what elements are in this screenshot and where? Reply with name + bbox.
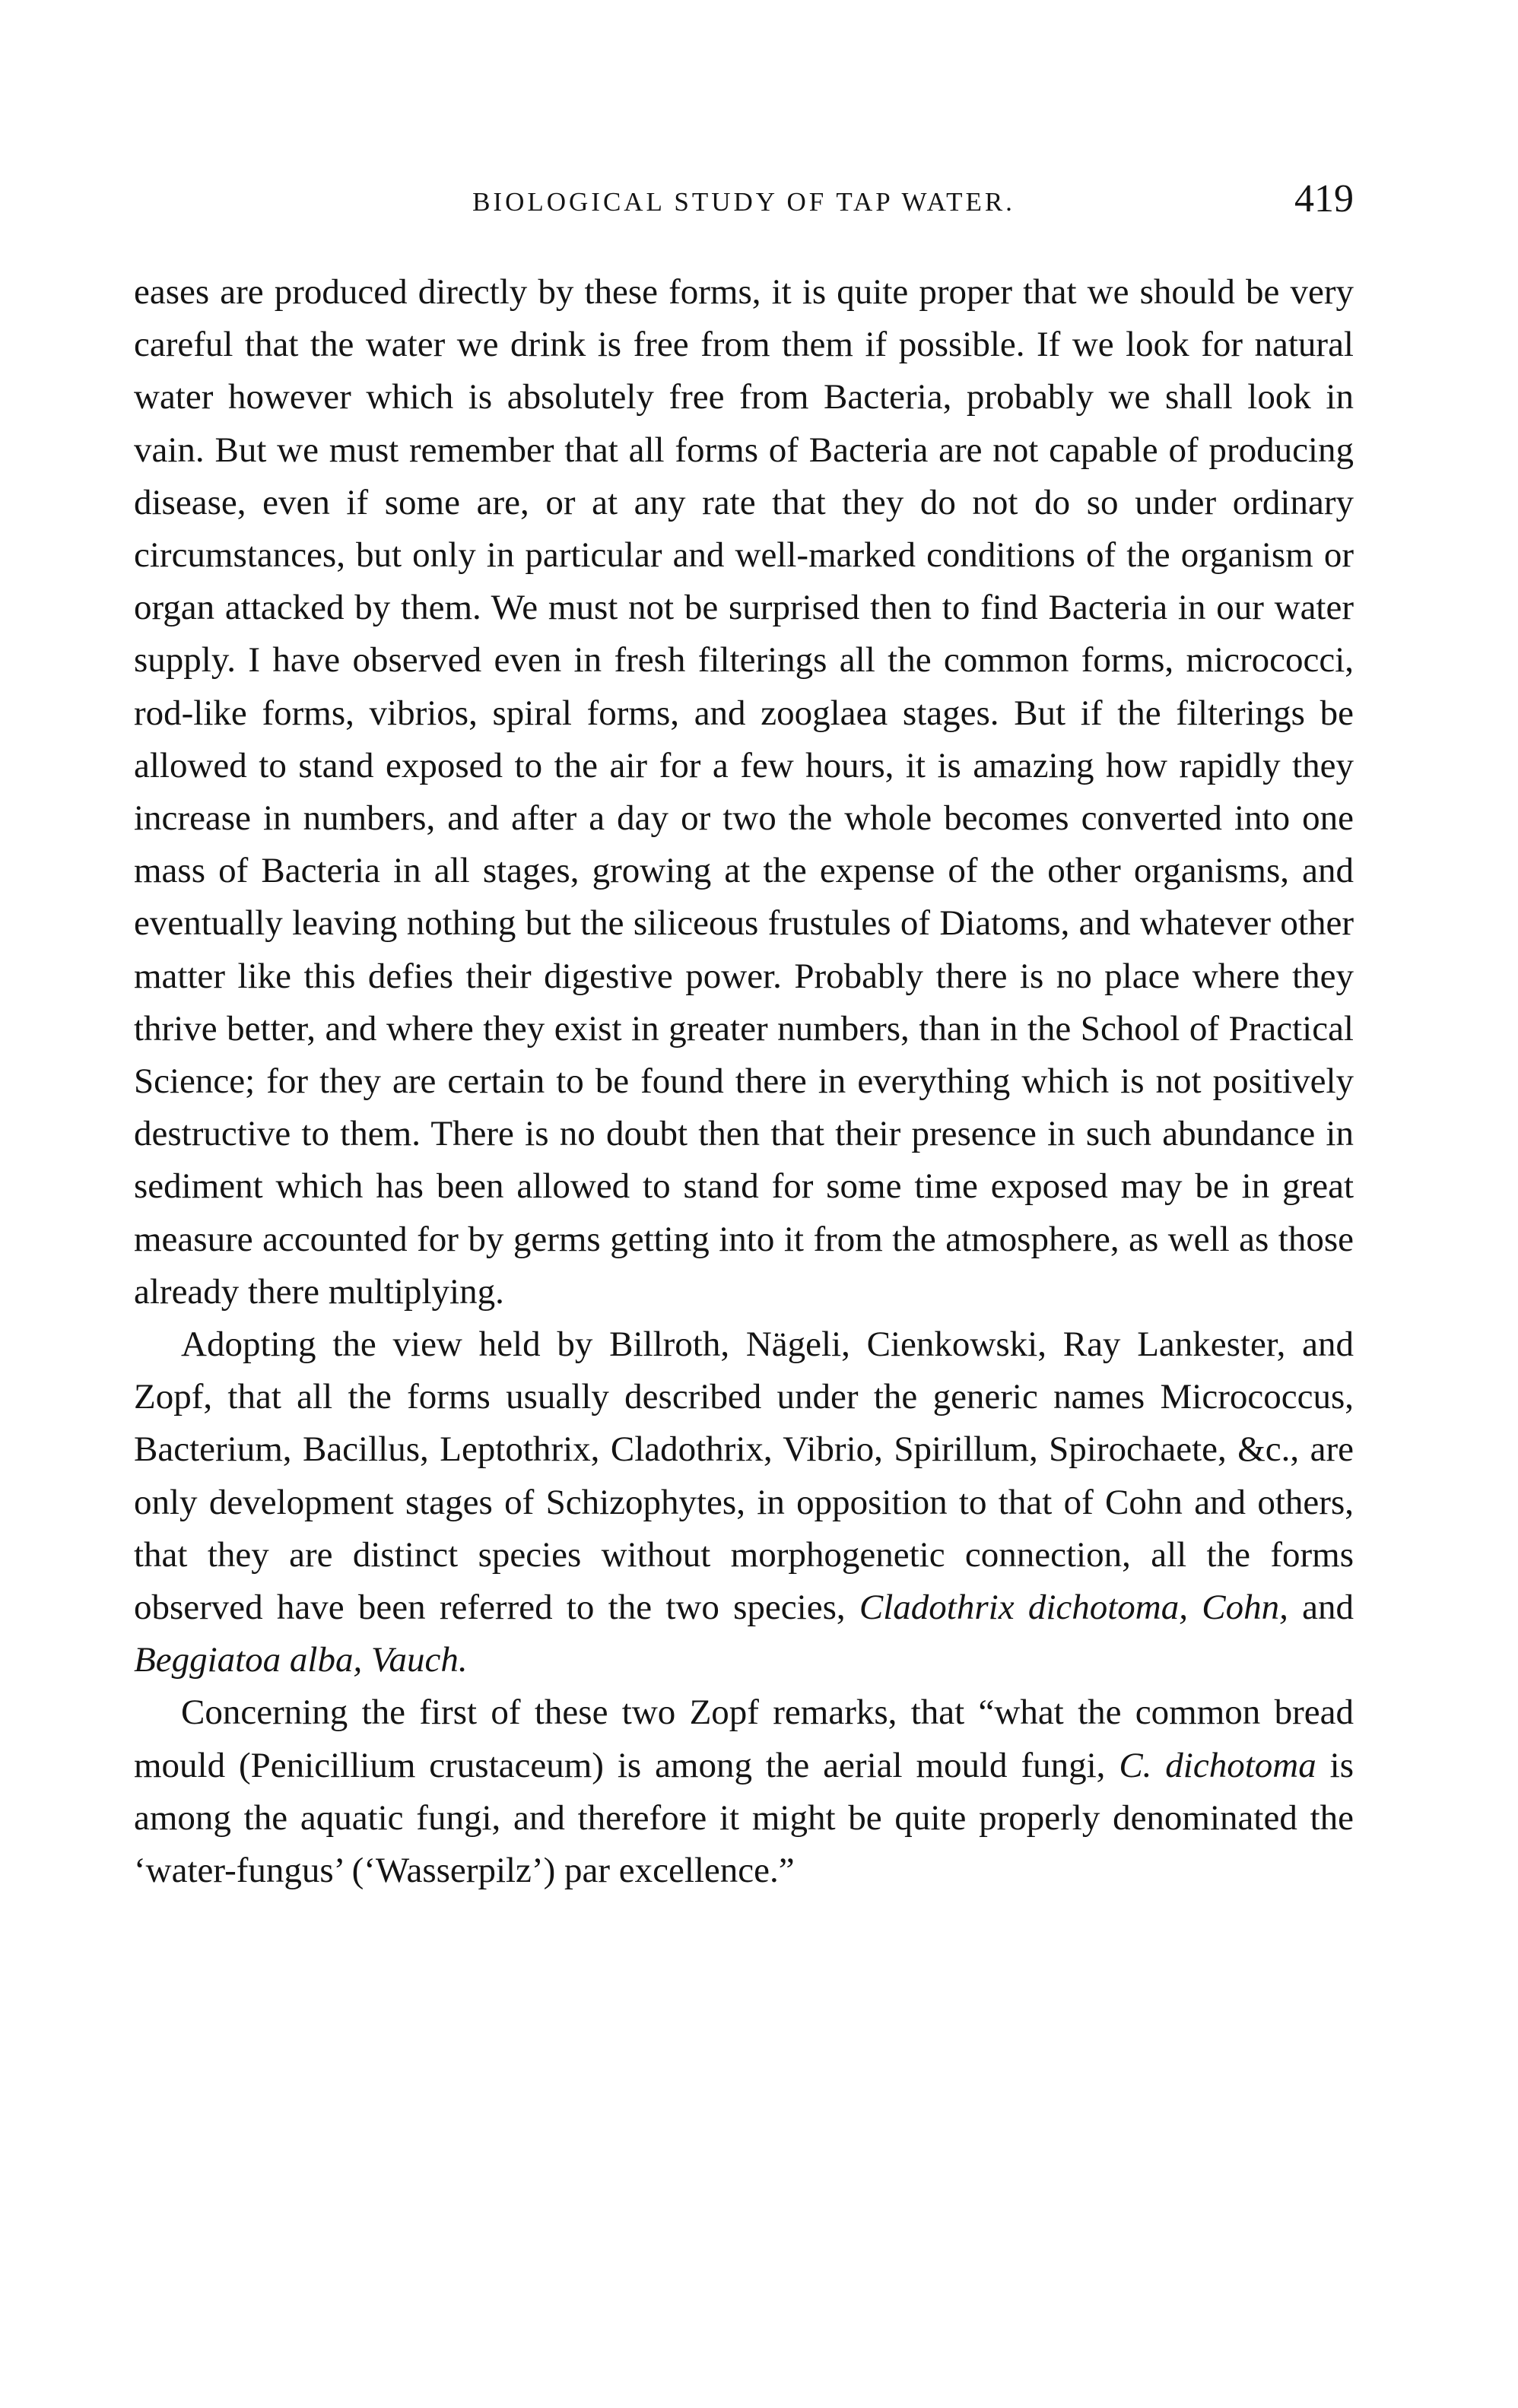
paragraph-1-text: eases are produced directly by these forms, it is quite proper that we should be very careful that the water we drink is free from them if possible. If we look for natural water however which is absolutely free from Bacteria, probably we shall look in vain. But we must remember that all forms of Bacteria are not capable of producing disease, even if some are, or at any rate that they do not do so under ordinary circumstances, but only in particular and well-marked conditions of the organism or organ attacked by them. We must not be surprised then to find Bacteria in our water supply. I have observed even in fresh filterings all the common forms, micrococci, rod-like forms, vibrios, spiral forms, and zooglaea stages. But if the filterings be allowed to stand exposed to the air for a few hours, it is amazing how rapidly they increase in numbers, and after a day or two the whole becomes converted into one mass of Bacteria in all stages, growing at the expense of the other organisms, and eventually leaving nothing but the siliceous frustules of Diatoms, and whatever other matter like this defies their digestive power. Probably there is no place where they thrive better, and where they exist in greater numbers, than in the School of Practical Science; for they are certain to be found there in everything which is not positively destructive to them. There is no doubt then that their presence in such abundance in sediment which has been allowed to stand for some time exposed may be in great measure accounted for by germs getting into it from the atmosphere, as well as those already there multiplying. bbox=[134, 272, 1354, 1312]
species-cladothrix-dichotoma: Cladothrix dichotoma, Cohn, bbox=[859, 1588, 1288, 1628]
paragraph-2-conjunction: and bbox=[1288, 1588, 1354, 1628]
paragraph-3-text-end: is among the aquatic fungi, and therefore it might be quite properly denominated the ‘water-fungus’ (‘Wasserpilz’) par excellence.” bbox=[134, 1745, 1354, 1891]
running-title: BIOLOGICAL STUDY OF TAP WATER. bbox=[472, 187, 1015, 217]
species-beggiatoa-alba: Beggiatoa alba, Vauch. bbox=[134, 1640, 468, 1680]
paragraph-3 bbox=[134, 1686, 1354, 1897]
paragraph-1 bbox=[134, 266, 1354, 1318]
page-number: 419 bbox=[1294, 177, 1354, 220]
species-c-dichotoma: C. dichotoma bbox=[1119, 1745, 1316, 1785]
paragraph-2 bbox=[134, 1318, 1354, 1686]
paragraph-3-text: Concerning the first of these two Zopf remarks, that “what the common bread mould (Penicillium crustaceum) is among the aerial mould fungi, bbox=[134, 1693, 1354, 1785]
body-text bbox=[134, 266, 1354, 1897]
paragraph-2-text: Adopting the view held by Billroth, Nägeli, Cienkowski, Ray Lankester, and Zopf, that all the forms usually described under the generic names Micrococcus, Bacterium, Bacillus, Leptothrix, Cladothrix, Vibrio, Spirillum, Spirochaete, &c., are only development stages of Schizophytes, in opposition to that of Cohn and others, that they are distinct species without morphogenetic connection, all the forms observed have been referred to the two species, bbox=[134, 1325, 1354, 1628]
running-head bbox=[134, 176, 1354, 230]
